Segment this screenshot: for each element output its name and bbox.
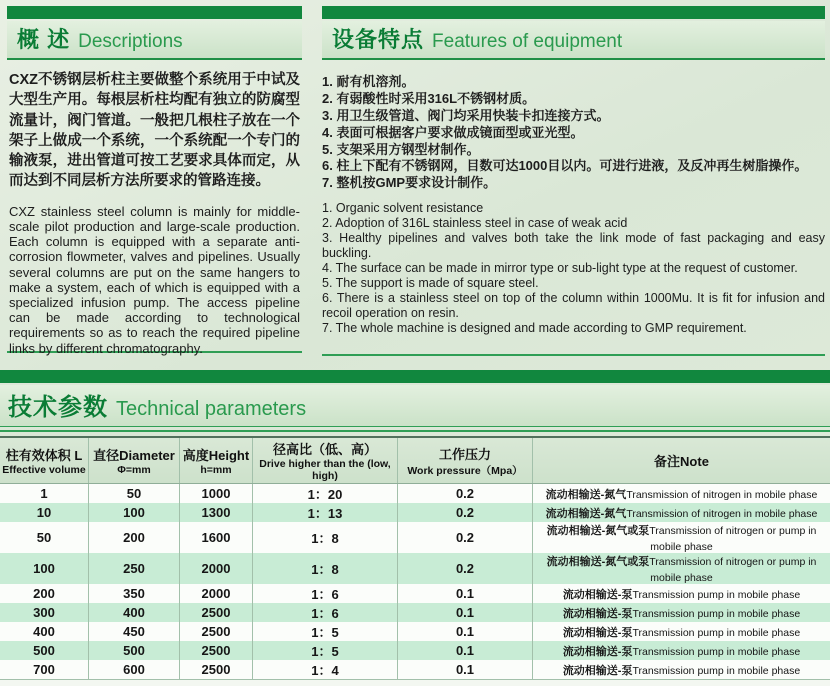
- effective-volume-cell: 500: [0, 641, 89, 660]
- descriptions-title-en: Descriptions: [78, 31, 183, 52]
- ratio-cell: 1：6: [253, 584, 398, 603]
- features-title-en: Features of equipment: [432, 31, 622, 52]
- table-row: [0, 622, 830, 641]
- technical-title-zh: 技术参数: [8, 394, 108, 421]
- height-cell: 1600: [180, 522, 253, 553]
- diameter-cell: 250: [89, 553, 180, 584]
- height-cell: 2500: [180, 603, 253, 622]
- ratio-cell: 1：6: [253, 603, 398, 622]
- ratio-cell: 1：20: [253, 484, 398, 504]
- height-cell: 2500: [180, 622, 253, 641]
- ratio-cell: 1：5: [253, 622, 398, 641]
- features-list-en: [322, 201, 825, 336]
- diameter-cell: 50: [89, 484, 180, 504]
- note-cell: 流动相输送-泵Transmission pump in mobile phase: [533, 584, 830, 603]
- column-header-ratio: 径高比（低、高） Drive higher than the (low, high): [253, 437, 398, 484]
- list-item: 2. 有弱酸性时采用316L不锈钢材质。: [322, 91, 825, 108]
- section-technical-parameters: [0, 370, 830, 686]
- list-item: 6. 柱上下配有不锈钢网，目数可达1000目以内。可进行进液，及反冲再生树脂操作。: [322, 158, 825, 175]
- table-header-row: [0, 437, 830, 484]
- diameter-cell: 200: [89, 522, 180, 553]
- note-cell: 流动相输送-泵Transmission pump in mobile phase: [533, 660, 830, 680]
- table-row: [0, 660, 830, 680]
- pressure-cell: 0.2: [398, 522, 533, 553]
- note-cell: 流动相输送-氮气Transmission of nitrogen in mobile phase: [533, 503, 830, 522]
- pressure-cell: 0.1: [398, 660, 533, 680]
- pressure-cell: 0.1: [398, 641, 533, 660]
- pressure-cell: 0.2: [398, 503, 533, 522]
- height-cell: 2000: [180, 553, 253, 584]
- table-row: [0, 503, 830, 522]
- technical-divider-line: [0, 430, 830, 432]
- descriptions-header-bar: [7, 6, 302, 19]
- note-cell: 流动相输送-泵Transmission pump in mobile phase: [533, 641, 830, 660]
- section-features: [322, 6, 825, 356]
- list-item: 1. Organic solvent resistance: [322, 201, 825, 216]
- features-list-zh: [322, 74, 825, 192]
- list-item: 5. 支架采用方钢型材制作。: [322, 142, 825, 159]
- list-item: 1. 耐有机溶剂。: [322, 74, 825, 91]
- note-cell: 流动相输送-氮气或泵Transmission of nitrogen or pump in mobile phase: [533, 553, 830, 584]
- pressure-cell: 0.1: [398, 603, 533, 622]
- diameter-cell: 350: [89, 584, 180, 603]
- descriptions-paragraph-zh: CXZ不锈钢层析柱主要做整个系统用于中试及大型生产用。每根层析柱均配有独立的防腐型流量计，阀门管道。一般把几根柱子放在一个架子上做成一个系统，一个系统配一个专门的输液泵，进出管道可按工艺要求具体而定，从而达到不同层析方法所要求的管路连接。: [9, 70, 300, 192]
- table-row: [0, 522, 830, 553]
- table-row: [0, 553, 830, 584]
- pressure-cell: 0.2: [398, 553, 533, 584]
- effective-volume-cell: 1: [0, 484, 89, 504]
- column-header-pressure: 工作压力 Work pressure（Mpa）: [398, 437, 533, 484]
- height-cell: 2500: [180, 660, 253, 680]
- note-cell: 流动相输送-泵Transmission pump in mobile phase: [533, 622, 830, 641]
- effective-volume-cell: 700: [0, 660, 89, 680]
- diameter-cell: 400: [89, 603, 180, 622]
- technical-parameters-table: [0, 436, 830, 680]
- diameter-cell: 100: [89, 503, 180, 522]
- descriptions-header: [7, 21, 302, 60]
- list-item: 2. Adoption of 316L stainless steel in case of weak acid: [322, 216, 825, 231]
- note-cell: 流动相输送-泵Transmission pump in mobile phase: [533, 603, 830, 622]
- effective-volume-cell: 100: [0, 553, 89, 584]
- ratio-cell: 1：4: [253, 660, 398, 680]
- list-item: 4. The surface can be made in mirror type or sub-light type at the request of customer.: [322, 261, 825, 276]
- height-cell: 1300: [180, 503, 253, 522]
- features-header-bar: [322, 6, 825, 19]
- ratio-cell: 1：8: [253, 553, 398, 584]
- note-cell: 流动相输送-氮气或泵Transmission of nitrogen or pump in mobile phase: [533, 522, 830, 553]
- ratio-cell: 1：5: [253, 641, 398, 660]
- list-item: 6. There is a stainless steel on top of the column within 1000Mu. It is fit for infusion and recoil operation on resin.: [322, 291, 825, 321]
- pressure-cell: 0.1: [398, 622, 533, 641]
- effective-volume-cell: 50: [0, 522, 89, 553]
- ratio-cell: 1：8: [253, 522, 398, 553]
- list-item: 5. The support is made of square steel.: [322, 276, 825, 291]
- diameter-cell: 450: [89, 622, 180, 641]
- diameter-cell: 600: [89, 660, 180, 680]
- table-row: [0, 584, 830, 603]
- effective-volume-cell: 300: [0, 603, 89, 622]
- list-item: 7. 整机按GMP要求设计制作。: [322, 175, 825, 192]
- pressure-cell: 0.1: [398, 584, 533, 603]
- height-cell: 2000: [180, 584, 253, 603]
- technical-header: [0, 385, 830, 427]
- column-header-diameter: 直径Diameter Φ=mm: [89, 437, 180, 484]
- note-cell: 流动相输送-氮气Transmission of nitrogen in mobile phase: [533, 484, 830, 504]
- features-title-zh: 设备特点: [332, 27, 424, 52]
- descriptions-paragraph-en: CXZ stainless steel column is mainly for middle-scale pilot production and large-scale production. Each column is equipped with a separate anti-corrosion flowmeter, valves and pipelines. Usually several columns are put on the same hangers to make a system, each of which is equipped with a specialized infusion pump. The access pipeline can be made according to technological requirements so as to reach the required pipeline links by different chromatography.: [9, 204, 300, 356]
- table-row: [0, 603, 830, 622]
- height-cell: 2500: [180, 641, 253, 660]
- pressure-cell: 0.2: [398, 484, 533, 504]
- column-header-effective-volume: 柱有效体积 L Effective volume: [0, 437, 89, 484]
- list-item: 4. 表面可根据客户要求做成镜面型或亚光型。: [322, 125, 825, 142]
- ratio-cell: 1：13: [253, 503, 398, 522]
- technical-header-bar: [0, 370, 830, 383]
- column-header-height: 高度Height h=mm: [180, 437, 253, 484]
- features-header: [322, 21, 825, 60]
- column-header-note: 备注Note: [533, 437, 830, 484]
- effective-volume-cell: 200: [0, 584, 89, 603]
- list-item: 7. The whole machine is designed and made according to GMP requirement.: [322, 321, 825, 336]
- table-row: [0, 641, 830, 660]
- descriptions-title-zh: 概 述: [17, 27, 70, 52]
- effective-volume-cell: 400: [0, 622, 89, 641]
- effective-volume-cell: 10: [0, 503, 89, 522]
- table-header: [0, 437, 830, 484]
- list-item: 3. Healthy pipelines and valves both take the link mode of fast packaging and easy buckling.: [322, 231, 825, 261]
- height-cell: 1000: [180, 484, 253, 504]
- table-partial-bottom-row: [0, 680, 830, 686]
- technical-title-en: Technical parameters: [116, 398, 306, 420]
- table-body: [0, 484, 830, 680]
- table-row: [0, 484, 830, 504]
- section-descriptions: [7, 6, 302, 353]
- diameter-cell: 500: [89, 641, 180, 660]
- list-item: 3. 用卫生级管道、阀门均采用快装卡扣连接方式。: [322, 108, 825, 125]
